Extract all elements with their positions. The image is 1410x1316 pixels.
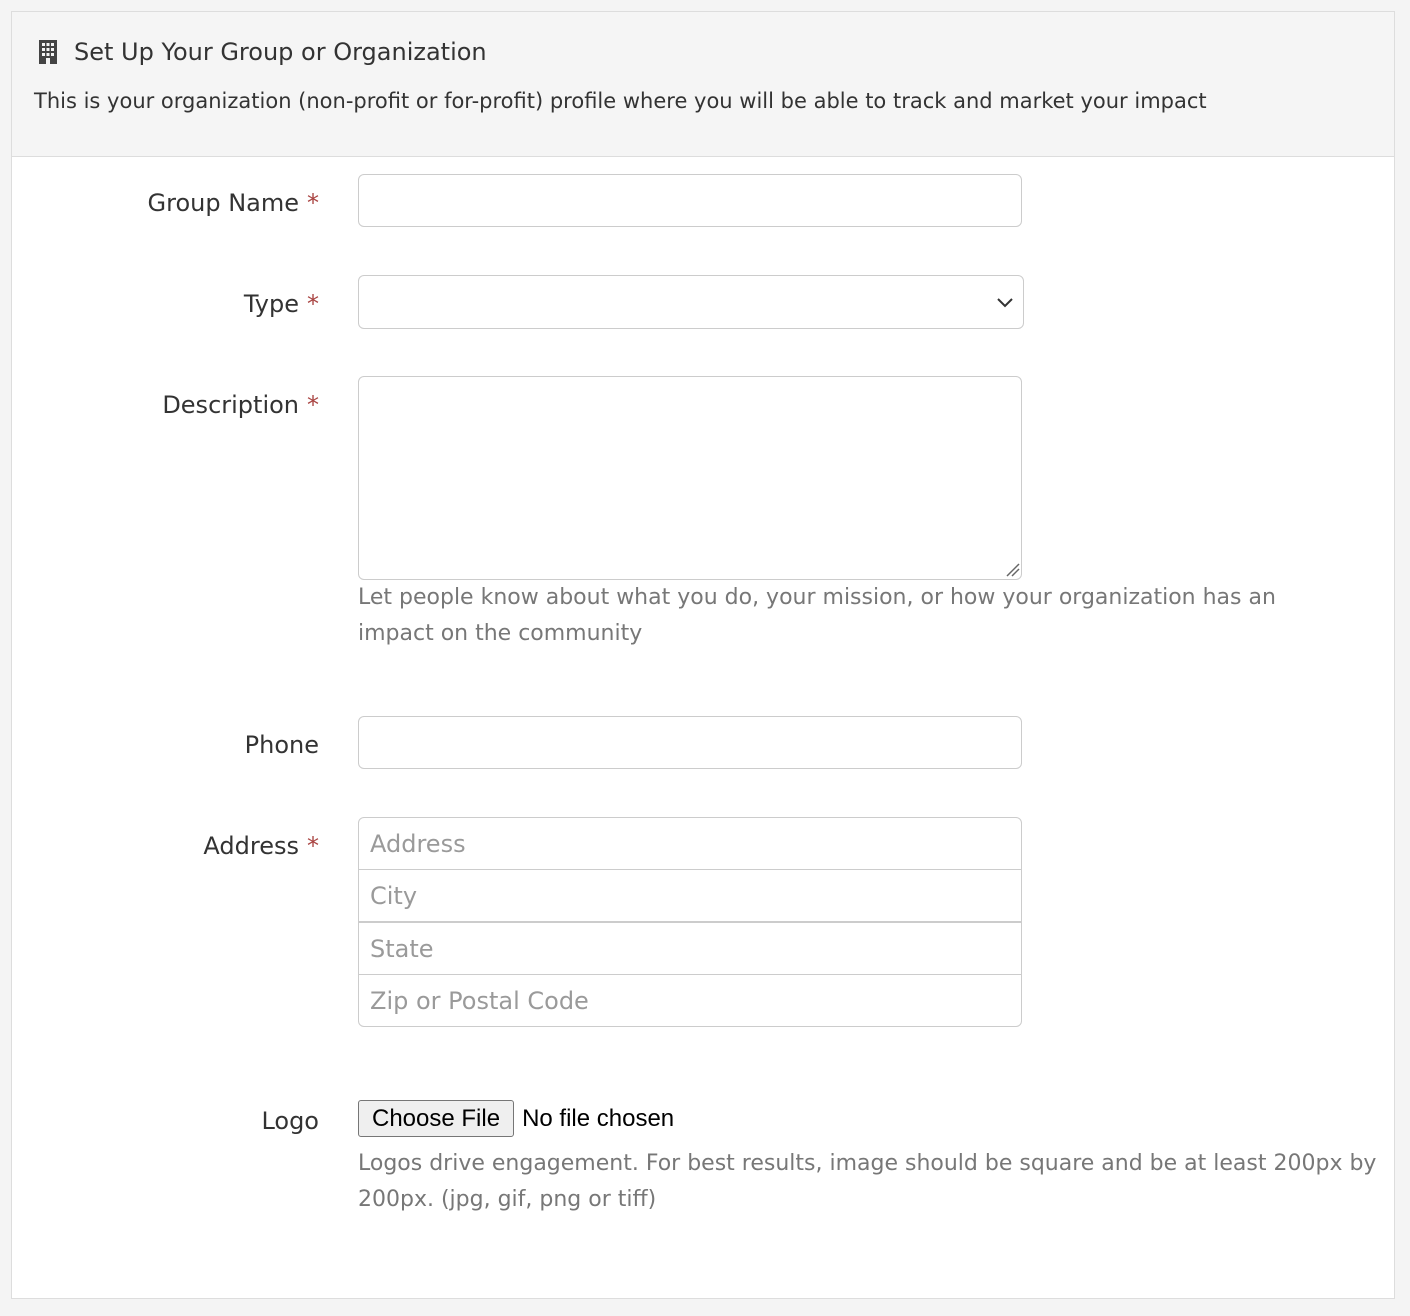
description-label xyxy=(162,391,319,419)
panel-header xyxy=(12,12,1394,157)
page-title-text: Set Up Your Group or Organization xyxy=(74,38,487,66)
description-textarea[interactable] xyxy=(358,376,1022,580)
page-title xyxy=(38,38,487,66)
page-subtitle: This is your organization (non-profit or for-profit) profile where you will be able to track and market your impact xyxy=(34,89,1207,113)
description-help-text: Let people know about what you do, your mission, or how your organization has an impact on the community xyxy=(358,585,1276,646)
logo-help-text: Logos drive engagement. For best results, image should be square and be at least 200px by 200px. (jpg, gif, png or tiff) xyxy=(358,1151,1377,1212)
group-name-input[interactable] xyxy=(358,174,1022,227)
required-marker: * xyxy=(307,189,319,217)
phone-label xyxy=(245,731,319,759)
description-label-text: Description xyxy=(162,391,299,419)
address-city-input[interactable] xyxy=(358,869,1022,922)
choose-file-button[interactable]: Choose File xyxy=(358,1100,514,1137)
address-label-text: Address xyxy=(203,832,299,860)
logo-label xyxy=(261,1107,319,1135)
address-state-input[interactable] xyxy=(358,922,1022,975)
file-status-text: No file chosen xyxy=(522,1104,675,1132)
address-label xyxy=(203,832,319,860)
phone-input[interactable] xyxy=(358,716,1022,769)
phone-label-text: Phone xyxy=(244,731,319,759)
type-label xyxy=(244,290,319,318)
required-marker: * xyxy=(307,832,319,860)
logo-file-input[interactable] xyxy=(358,1100,674,1137)
group-name-label xyxy=(148,189,320,217)
required-marker: * xyxy=(307,290,319,318)
type-label-text: Type xyxy=(243,290,299,318)
type-select[interactable] xyxy=(358,275,1024,329)
address-street-input[interactable] xyxy=(358,817,1022,870)
address-zip-input[interactable] xyxy=(358,974,1022,1027)
resize-grip-icon[interactable] xyxy=(1006,563,1020,577)
group-name-label-text: Group Name xyxy=(147,189,299,217)
required-marker: * xyxy=(307,391,319,419)
chevron-down-icon xyxy=(995,292,1015,312)
org-setup-panel xyxy=(11,11,1395,1299)
building-icon xyxy=(38,39,58,65)
logo-label-text: Logo xyxy=(261,1107,319,1135)
